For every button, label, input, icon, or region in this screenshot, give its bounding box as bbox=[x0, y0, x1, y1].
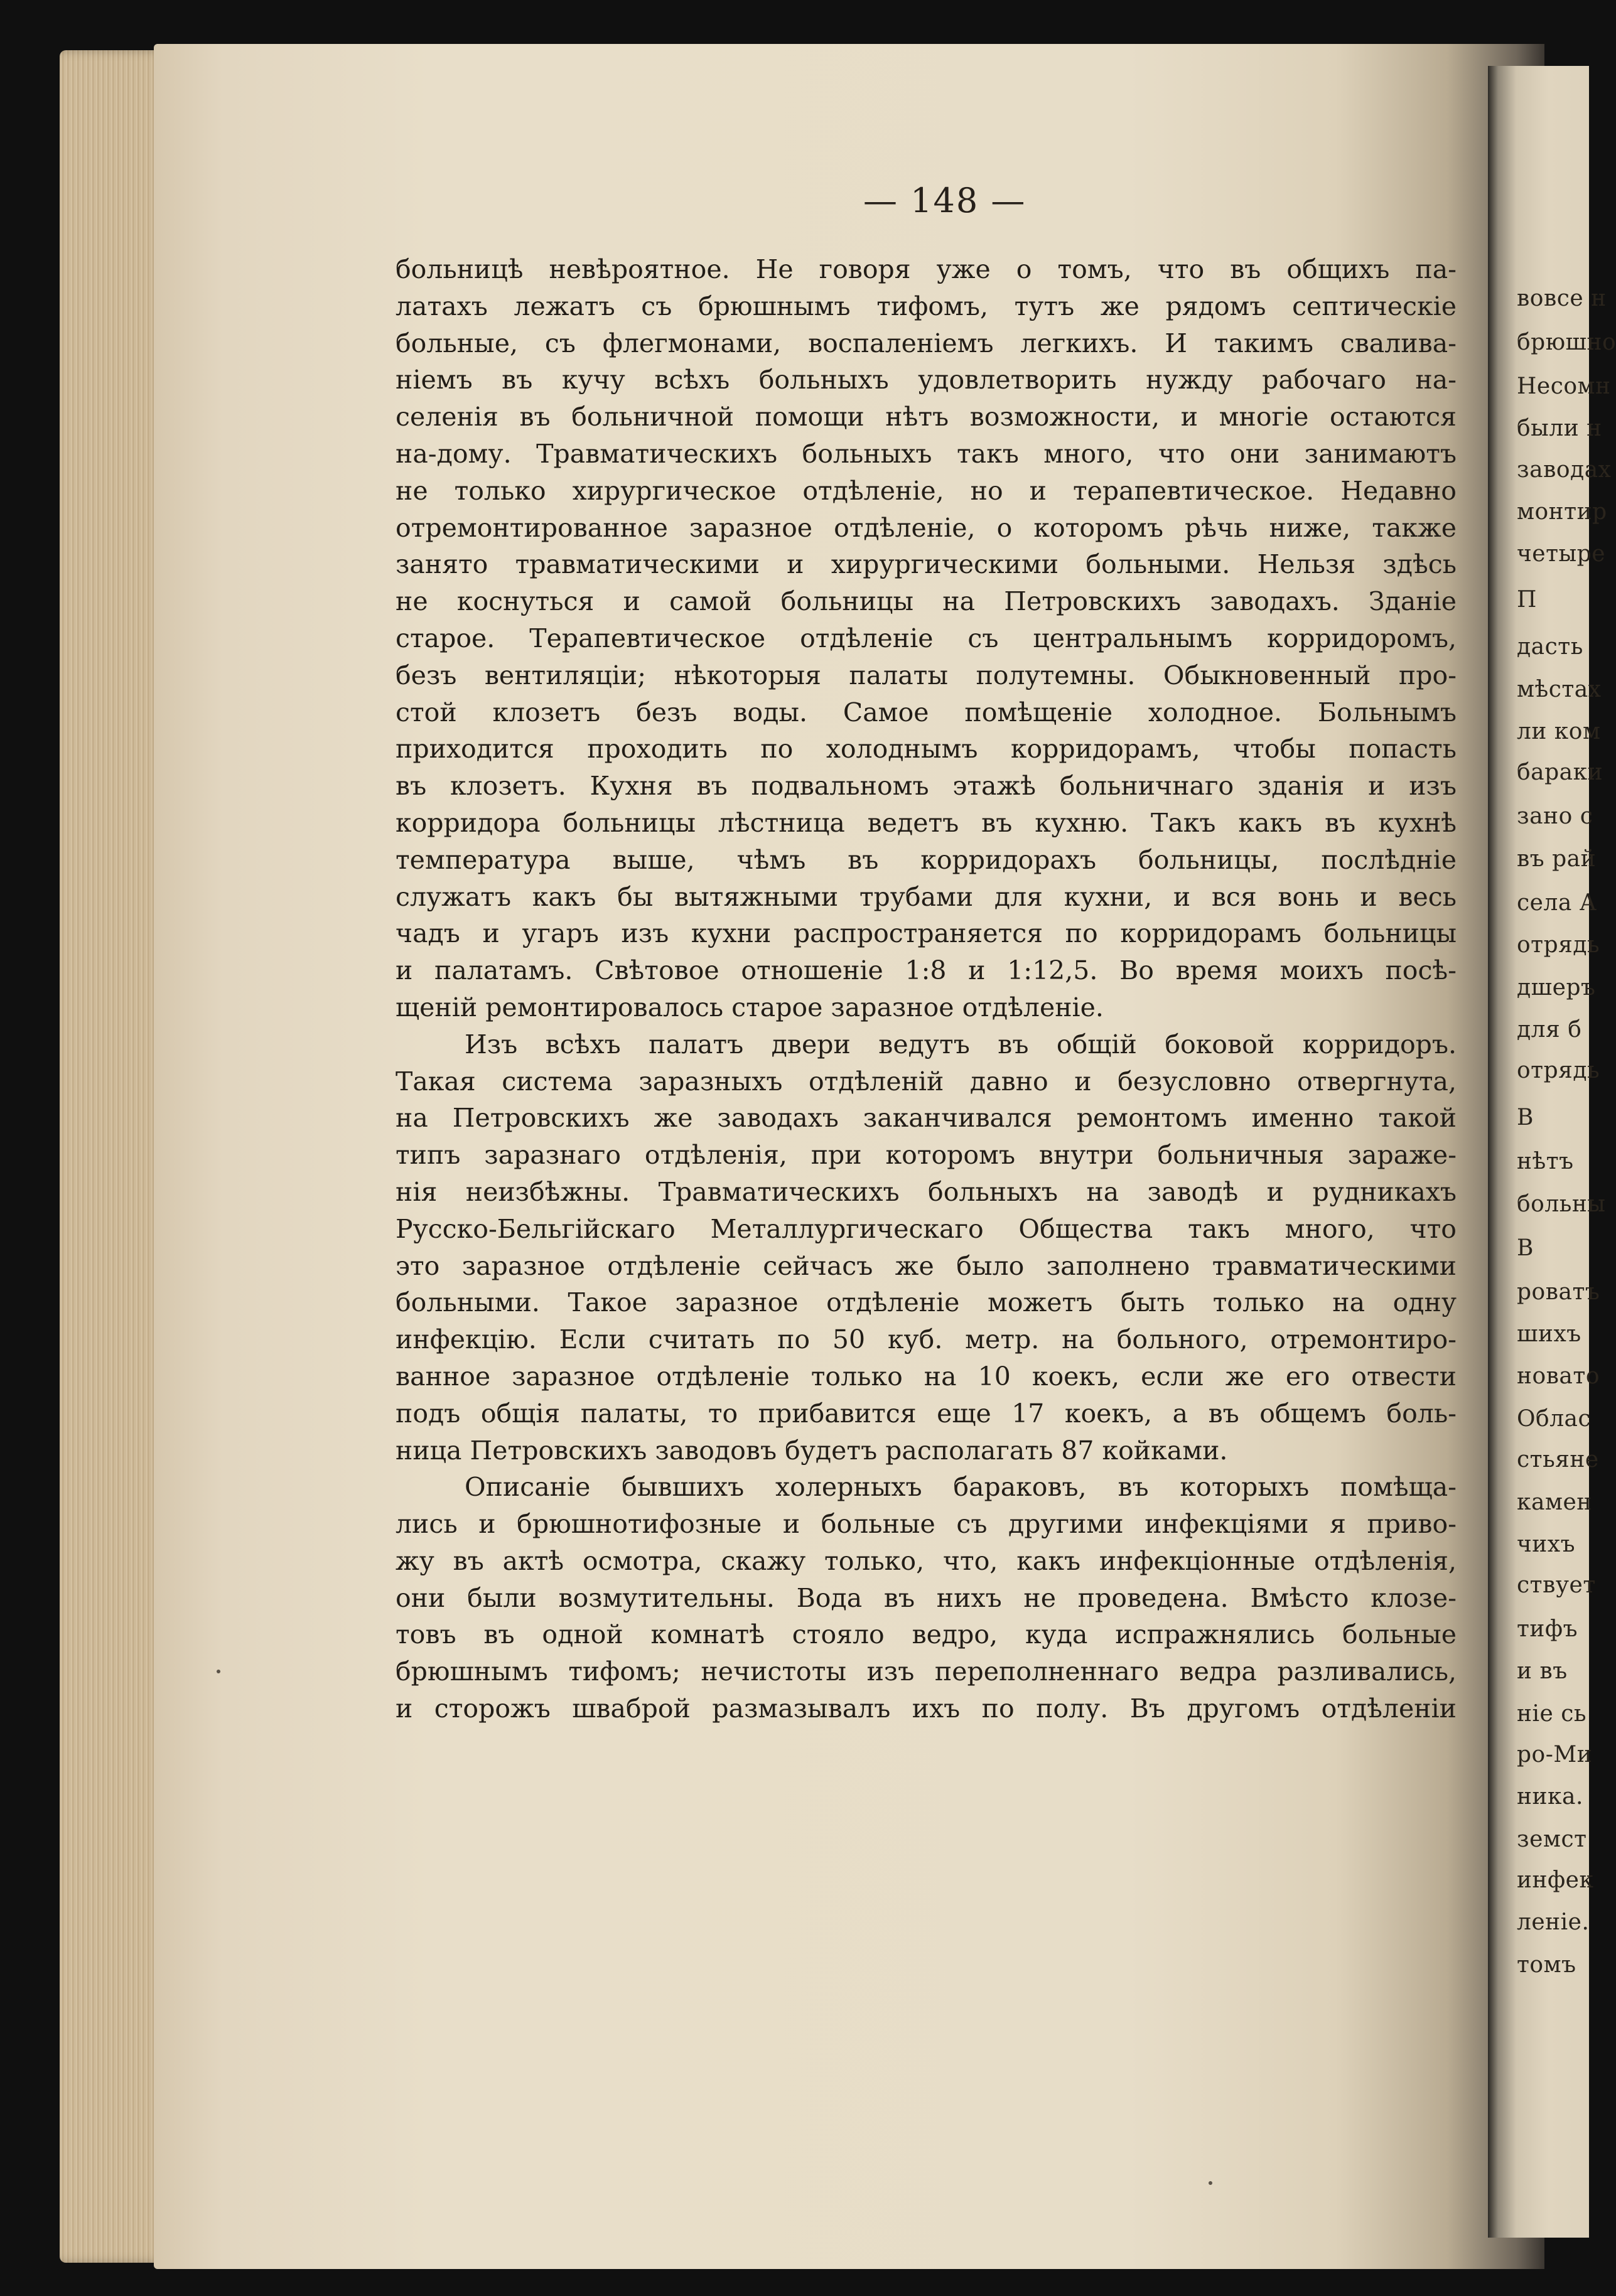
text-line: на-дому. Травматическихъ больныхъ такъ много, что они занимаютъ bbox=[396, 438, 1457, 469]
text-line: нія неизбѣжны. Травматическихъ больныхъ на заводѣ и рудникахъ bbox=[396, 1176, 1457, 1207]
text-line: въ клозетъ. Кухня въ подвальномъ этажѣ больничнаго зданія и изъ bbox=[396, 771, 1457, 802]
facing-text-fragment: зано с bbox=[1517, 803, 1593, 829]
text-line: жу въ актѣ осмотра, скажу только, что, какъ инфекціонные отдѣленія, bbox=[396, 1545, 1457, 1576]
page-number: — 148 — bbox=[863, 181, 1026, 220]
facing-text-fragment: В bbox=[1517, 1235, 1534, 1261]
facing-text-fragment: дшеръ bbox=[1517, 975, 1596, 1000]
facing-text-fragment: вовсе н bbox=[1517, 286, 1607, 311]
facing-text-fragment: новато bbox=[1517, 1363, 1600, 1389]
facing-text-fragment: ника. bbox=[1517, 1784, 1583, 1810]
facing-text-fragment: леніе. bbox=[1517, 1909, 1590, 1935]
text-line: селенія въ больничной помощи нѣтъ возможности, и многіе остаются bbox=[396, 402, 1457, 432]
text-line: ванное заразное отдѣленіе только на 10 коекъ, если же его отвести bbox=[396, 1361, 1457, 1392]
facing-text-fragment: больны bbox=[1517, 1191, 1606, 1217]
text-line: они были возмутительны. Вода въ нихъ не проведена. Вмѣсто клозе- bbox=[396, 1582, 1457, 1613]
text-line: лись и брюшнотифозные и больные съ другими инфекціями я приво- bbox=[396, 1509, 1457, 1540]
text-line: Описаніе бывшихъ холерныхъ бараковъ, въ которыхъ помѣща- bbox=[465, 1472, 1457, 1503]
facing-text-fragment: инфек bbox=[1517, 1867, 1594, 1893]
facing-text-fragment: дасть bbox=[1517, 634, 1583, 660]
text-line: Изъ всѣхъ палатъ двери ведутъ въ общій боковой корридоръ. bbox=[465, 1029, 1457, 1059]
facing-text-fragment: Облас bbox=[1517, 1406, 1592, 1432]
text-line: латахъ лежатъ съ брюшнымъ тифомъ, тутъ же рядомъ септическіе bbox=[396, 291, 1457, 321]
text-line: подъ общія палаты, то прибавится еще 17 коекъ, а въ общемъ боль- bbox=[396, 1398, 1457, 1429]
facing-text-fragment: и въ bbox=[1517, 1658, 1568, 1684]
facing-text-fragment: отрядь bbox=[1517, 932, 1600, 958]
text-line: щеній ремонтировалось старое заразное отдѣленіе. bbox=[396, 992, 1104, 1022]
text-line: занято травматическими и хирургическими больными. Нельзя здѣсь bbox=[396, 549, 1457, 580]
facing-text-fragment: Несомн bbox=[1517, 373, 1611, 399]
text-line: инфекцію. Если считать по 50 куб. метр. на больного, отремонтиро- bbox=[396, 1324, 1457, 1355]
text-line: брюшнымъ тифомъ; нечистоты изъ переполненнаго ведра разливались, bbox=[396, 1656, 1457, 1687]
text-line: безъ вентиляціи; нѣкоторыя палаты полутемны. Обыкновенный про- bbox=[396, 660, 1457, 690]
body-text bbox=[396, 251, 1457, 1727]
text-line: ница Петровскихъ заводовъ будетъ располагать 87 койками. bbox=[396, 1435, 1228, 1466]
paper-speck bbox=[217, 1670, 220, 1673]
facing-text-fragment: камен bbox=[1517, 1489, 1592, 1515]
text-line: Такая система заразныхъ отдѣленій давно и безусловно отвергнута, bbox=[396, 1066, 1457, 1097]
facing-text-fragment: нѣтъ bbox=[1517, 1149, 1574, 1174]
facing-text-fragment: В bbox=[1517, 1105, 1534, 1130]
text-line: больными. Такое заразное отдѣленіе можетъ быть только на одну bbox=[396, 1287, 1457, 1318]
facing-text-fragment: роватъ bbox=[1517, 1279, 1600, 1305]
paper-speck bbox=[1209, 2181, 1212, 2185]
facing-text-fragment: ро-Ми bbox=[1517, 1742, 1593, 1768]
facing-text-fragment: въ рай bbox=[1517, 846, 1597, 872]
text-line: отремонтированное заразное отдѣленіе, о которомъ рѣчь ниже, также bbox=[396, 512, 1457, 543]
facing-text-fragment: П bbox=[1517, 587, 1537, 613]
text-line: и сторожъ шваброй размазывалъ ихъ по полу. Въ другомъ отдѣленіи bbox=[396, 1693, 1457, 1724]
text-line: на Петровскихъ же заводахъ заканчивался ремонтомъ именно такой bbox=[396, 1103, 1457, 1134]
text-line: типъ заразнаго отдѣленія, при которомъ внутри больничныя зараже- bbox=[396, 1140, 1457, 1171]
text-line: стой клозетъ безъ воды. Самое помѣщеніе холодное. Больнымъ bbox=[396, 697, 1457, 727]
facing-text-fragment: отрядь bbox=[1517, 1058, 1600, 1083]
facing-text-fragment: брюшно bbox=[1517, 330, 1616, 355]
text-line: корридора больницы лѣстница ведетъ въ кухню. Такъ какъ въ кухнѣ bbox=[396, 807, 1457, 838]
facing-text-fragment: ніе сь bbox=[1517, 1701, 1587, 1727]
text-line: и палатамъ. Свѣтовое отношеніе 1:8 и 1:12,5. Во время моихъ посѣ- bbox=[396, 955, 1457, 986]
facing-page bbox=[1488, 66, 1616, 2238]
text-line: температура выше, чѣмъ въ корридорахъ больницы, послѣдніе bbox=[396, 844, 1457, 875]
facing-text-fragment: земст bbox=[1517, 1827, 1587, 1852]
facing-text-fragment: чихъ bbox=[1517, 1532, 1576, 1557]
facing-text-fragment: ли ком bbox=[1517, 719, 1601, 744]
text-line: товъ въ одной комнатѣ стояло ведро, куда испражнялись больные bbox=[396, 1619, 1457, 1650]
facing-text-fragment: бараки bbox=[1517, 759, 1603, 785]
facing-text-fragment: стьяне bbox=[1517, 1447, 1599, 1473]
text-line: старое. Терапевтическое отдѣленіе съ центральнымъ корридоромъ, bbox=[396, 623, 1457, 653]
text-line: приходится проходить по холоднымъ корридорамъ, чтобы попасть bbox=[396, 734, 1457, 764]
page-edges bbox=[60, 50, 166, 2263]
facing-text-fragment: заводах bbox=[1517, 457, 1612, 483]
text-line: чадъ и угаръ изъ кухни распространяется по корридорамъ больницы bbox=[396, 918, 1457, 949]
text-line: служатъ какъ бы вытяжными трубами для кухни, и вся вонь и весь bbox=[396, 881, 1457, 912]
facing-text-fragment: тифъ bbox=[1517, 1616, 1578, 1642]
facing-text-fragment: для б bbox=[1517, 1017, 1582, 1043]
text-line: больницѣ невѣроятное. Не говоря уже о томъ, что въ общихъ па- bbox=[396, 254, 1457, 284]
facing-text-fragment: томъ bbox=[1517, 1952, 1576, 1978]
facing-text-fragment: монтир bbox=[1517, 499, 1607, 525]
facing-text-fragment: шихъ bbox=[1517, 1321, 1581, 1347]
text-line: не только хирургическое отдѣленіе, но и терапевтическое. Недавно bbox=[396, 475, 1457, 506]
facing-text-fragment: ствует bbox=[1517, 1572, 1596, 1598]
text-line: это заразное отдѣленіе сейчасъ же было заполнено травматическими bbox=[396, 1250, 1457, 1281]
facing-text-fragment: были н bbox=[1517, 416, 1602, 441]
text-line: ніемъ въ кучу всѣхъ больныхъ удовлетворить нужду рабочаго на- bbox=[396, 365, 1457, 395]
text-line: не коснуться и самой больницы на Петровскихъ заводахъ. Зданіе bbox=[396, 586, 1457, 617]
facing-text-fragment: четыре bbox=[1517, 541, 1606, 567]
text-line: Русско-Бельгійскаго Металлургическаго Общества такъ много, что bbox=[396, 1213, 1457, 1244]
text-line: больные, съ флегмонами, воспаленіемъ легкихъ. И такимъ свалива- bbox=[396, 328, 1457, 358]
facing-text-fragment: мѣстах bbox=[1517, 677, 1602, 702]
facing-text-fragment: села А bbox=[1517, 890, 1597, 916]
